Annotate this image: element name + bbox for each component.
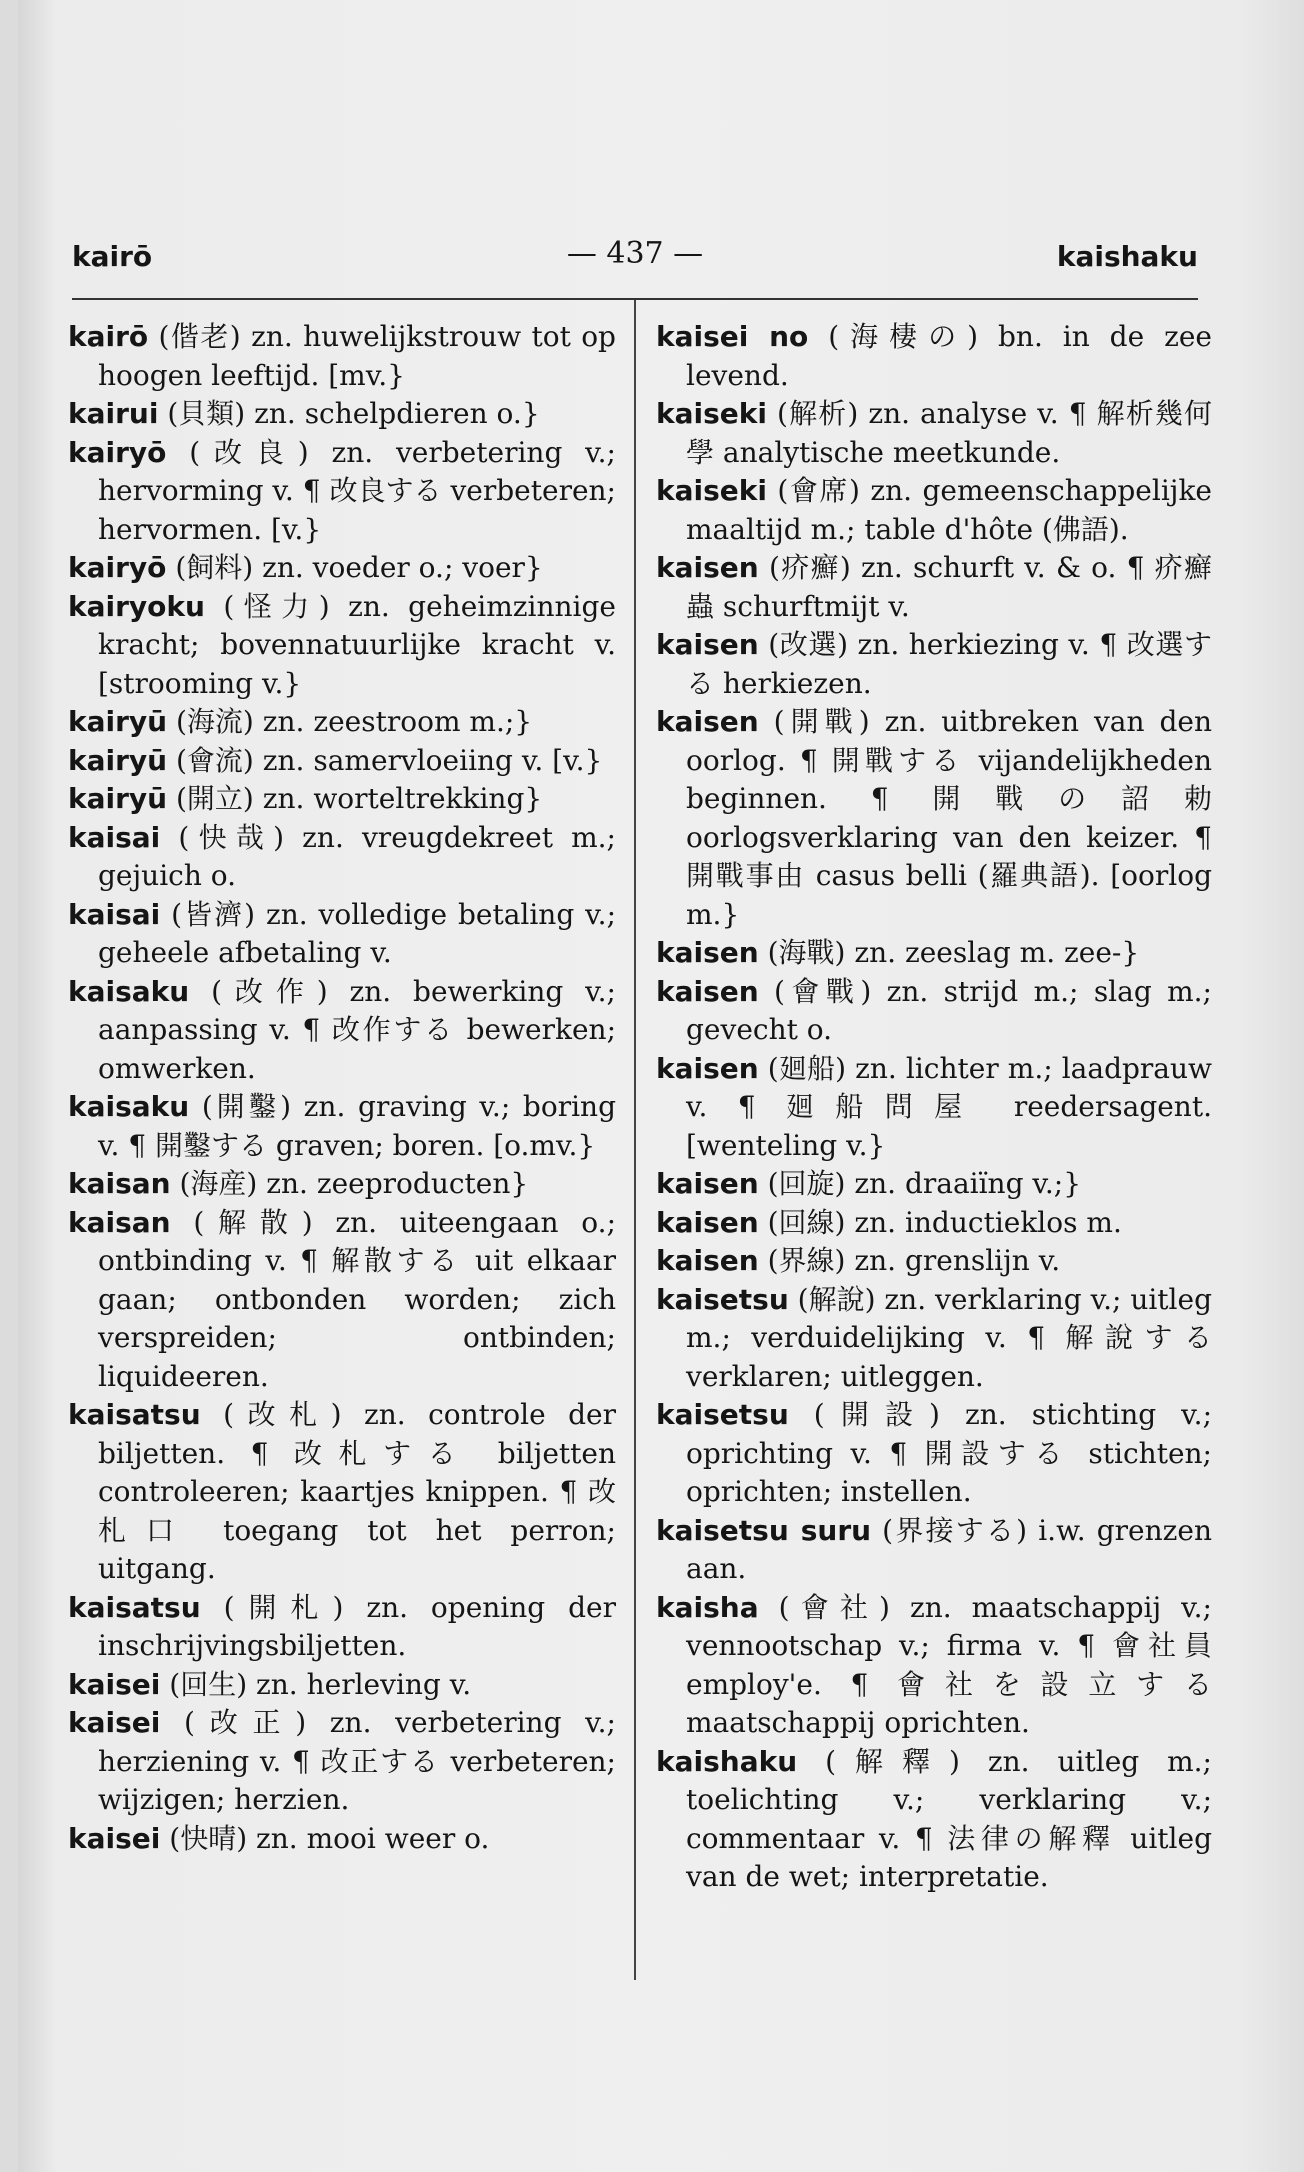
left-column — [68, 318, 616, 1858]
entry-definition: (快哉) zn. vreugdekreet m.; gejuich o. — [98, 820, 616, 892]
entry-headword: kaisha — [656, 1590, 759, 1624]
entry-headword: kaisen — [656, 974, 759, 1008]
dictionary-entry — [68, 1589, 616, 1666]
entry-headword: kaisaku — [68, 974, 190, 1008]
entry-headword: kaisetsu — [656, 1398, 789, 1431]
entry-definition: (改作) zn. bewerking v.; aanpassing v. ¶ 改作する bewerken; omwerken. — [98, 974, 616, 1085]
dictionary-entry — [68, 1204, 616, 1397]
entry-definition: (海流) zn. zeestroom m.;} — [167, 705, 533, 738]
entry-definition: (會社) zn. maatschappij v.; vennootschap v.; firma v. ¶ 會社員 employ'e. ¶ 會社を設立する maatschappij oprichten. — [686, 1590, 1212, 1739]
entry-headword: kairyū — [68, 782, 168, 815]
entry-headword: kaisei — [68, 1667, 161, 1701]
entry-definition: (飼料) zn. voeder o.; voer} — [166, 551, 543, 584]
entry-definition: (回線) zn. inductieklos m. — [758, 1205, 1122, 1239]
dictionary-entry — [656, 703, 1212, 934]
dictionary-entry — [656, 318, 1212, 395]
dictionary-entry — [656, 1281, 1212, 1397]
dictionary-entry — [656, 1204, 1212, 1243]
entry-definition: (偕老) zn. huwelijkstrouw tot op hoogen leeftijd. [mv.} — [98, 320, 616, 392]
entry-headword: kaisatsu — [68, 1590, 201, 1624]
entry-headword: kaisen — [656, 1051, 759, 1085]
entry-headword: kaisetsu — [656, 1282, 789, 1316]
running-head-right: kaishaku — [1056, 240, 1198, 273]
dictionary-entry — [68, 434, 616, 550]
dictionary-entry — [68, 1088, 616, 1165]
dictionary-entry — [656, 1589, 1212, 1743]
entry-definition: (怪力) zn. geheimzinnige kracht; bovennatuurlijke kracht v. [strooming v.} — [98, 589, 616, 700]
column-divider — [634, 300, 636, 1980]
dictionary-entry — [68, 1666, 616, 1705]
entry-headword: kaisen — [656, 1205, 759, 1239]
entry-definition: (海戰) zn. zeeslag m. zee-} — [758, 936, 1140, 969]
dictionary-entry — [68, 395, 616, 434]
entry-headword: kaisaku — [68, 1090, 190, 1123]
entry-definition: (開鑿) zn. graving v.; boring v. ¶ 開鑿する graven; boren. [o.mv.} — [98, 1090, 616, 1162]
entry-headword: kaisei — [68, 1706, 161, 1739]
entry-headword: kairyoku — [68, 589, 205, 623]
entry-definition: (廻船) zn. lichter m.; laadprauw v. ¶ 廻船問屋 reedersagent. [wenteling v.} — [686, 1051, 1212, 1162]
entry-headword: kairyō — [68, 551, 167, 584]
dictionary-entry — [656, 549, 1212, 626]
entry-definition: (改良) zn. verbetering v.; hervorming v. ¶ 改良する verbeteren; hervormen. [v.} — [98, 435, 616, 546]
entry-headword: kaisen — [656, 705, 759, 738]
entry-headword: kaisai — [68, 897, 161, 931]
entry-definition: (海産) zn. zeeproducten} — [170, 1167, 529, 1200]
entry-definition: (開設) zn. stichting v.; oprichting v. ¶ 開設する stichten; oprichten; instellen. — [686, 1398, 1212, 1508]
entry-definition: (改正) zn. verbetering v.; herziening v. ¶ 改正する verbeteren; wijzigen; herzien. — [98, 1706, 616, 1816]
entry-definition: (解釋) zn. uitleg m.; toelichting v.; verklaring v.; commentaar v. ¶ 法律の解釋 uitleg van de wet; interpretatie. — [686, 1744, 1212, 1893]
entry-definition: (改札) zn. controle der biljetten. ¶ 改札する biljetten controleeren; kaartjes knippen. ¶ 改札口 toegang tot het perron; uitgang. — [98, 1398, 616, 1585]
dictionary-entry — [68, 703, 616, 742]
dictionary-entry — [68, 1165, 616, 1204]
dictionary-entry — [68, 588, 616, 704]
entry-headword: kaisen — [656, 936, 759, 969]
dictionary-entry — [656, 1512, 1212, 1589]
dictionary-entry — [656, 395, 1212, 472]
entry-headword: kaisen — [656, 628, 759, 661]
entry-definition: (開戰) zn. uitbreken van den oorlog. ¶ 開戰する vijandelijkheden beginnen. ¶ 開戰の詔勅 oorlogsverklaring van den keizer. ¶ 開戰事由 casus belli (羅典語). [oorlog m.} — [686, 705, 1212, 931]
dictionary-entry — [68, 896, 616, 973]
entry-definition: (界線) zn. grenslijn v. — [758, 1244, 1061, 1277]
running-head-left: kairō — [72, 240, 153, 273]
entry-definition: (快晴) zn. mooi weer o. — [160, 1821, 490, 1855]
entry-headword: kaisen — [656, 1167, 759, 1200]
dictionary-entry — [656, 472, 1212, 549]
right-column — [656, 318, 1212, 1897]
entry-definition: (皆濟) zn. volledige betaling v.; geheele afbetaling v. — [98, 897, 616, 969]
dictionary-entry — [656, 1743, 1212, 1897]
dictionary-entry — [68, 1820, 616, 1859]
entry-definition: (會席) zn. gemeenschappelijke maaltijd m.; table d'hôte (佛語). — [686, 474, 1212, 546]
entry-definition: (改選) zn. herkiezing v. ¶ 改選する herkiezen. — [686, 628, 1212, 700]
entry-headword: kaisatsu — [68, 1398, 201, 1431]
entry-headword: kaisetsu suru — [656, 1513, 872, 1547]
entry-definition: (回生) zn. herleving v. — [160, 1667, 472, 1701]
dictionary-entry — [656, 1242, 1212, 1281]
entry-definition: (會戰) zn. strijd m.; slag m.; gevecht o. — [686, 974, 1212, 1046]
entry-headword: kairō — [68, 320, 149, 353]
dictionary-entry — [656, 973, 1212, 1050]
entry-definition: (海棲の) bn. in de zee levend. — [686, 320, 1212, 392]
entry-definition: (界接する) i.w. grenzen aan. — [686, 1513, 1213, 1585]
dictionary-entry — [656, 626, 1212, 703]
entry-definition: (開立) zn. worteltrekking} — [167, 782, 543, 815]
entry-headword: kaisai — [68, 820, 161, 854]
entry-definition: (會流) zn. samervloeiing v. [v.} — [167, 743, 603, 777]
entry-headword: kairui — [68, 397, 159, 430]
entry-headword: kaisen — [656, 1244, 759, 1277]
entry-headword: kaisei no — [656, 320, 809, 353]
page-number: — 437 — — [566, 236, 704, 271]
dictionary-entry — [656, 1396, 1212, 1512]
entry-headword: kairyū — [68, 705, 168, 738]
dictionary-entry — [656, 934, 1212, 973]
dictionary-entry — [68, 549, 616, 588]
entry-headword: kaishaku — [656, 1744, 798, 1778]
entry-headword: kaisen — [656, 551, 759, 584]
entry-headword: kairyū — [68, 743, 168, 777]
entry-definition: (開札) zn. opening der inschrijvingsbiljetten. — [98, 1590, 616, 1662]
entry-definition: (回旋) zn. draaiïng v.;} — [758, 1167, 1082, 1200]
page-header — [72, 232, 1198, 280]
dictionary-entry — [656, 1165, 1212, 1204]
entry-definition: (解散) zn. uiteengaan o.; ontbinding v. ¶ 解散する uit elkaar gaan; ontbonden worden; zich verspreiden; ontbinden; liquideeren. — [98, 1205, 616, 1393]
entry-definition: (解說) zn. verklaring v.; uitleg m.; verduidelijking v. ¶ 解說する verklaren; uitleggen. — [686, 1282, 1213, 1393]
entry-definition: (解析) zn. analyse v. ¶ 解析幾何學 analytische meetkunde. — [686, 397, 1212, 469]
dictionary-entry — [68, 973, 616, 1089]
dictionary-entry — [68, 780, 616, 819]
dictionary-entry — [68, 742, 616, 781]
entry-headword: kaisan — [68, 1167, 171, 1200]
dictionary-entry — [68, 1396, 616, 1589]
entry-headword: kaisei — [68, 1821, 161, 1855]
entry-definition: (貝類) zn. schelpdieren o.} — [158, 397, 540, 430]
entry-headword: kaiseki — [656, 397, 767, 430]
entry-headword: kaiseki — [656, 474, 767, 507]
dictionary-entry — [68, 318, 616, 395]
entry-headword: kairyō — [68, 435, 167, 469]
entry-headword: kaisan — [68, 1205, 171, 1239]
dictionary-entry — [68, 1704, 616, 1820]
dictionary-entry — [656, 1050, 1212, 1166]
entry-definition: (疥癬) zn. schurft v. & o. ¶ 疥癬蟲 schurftmijt v. — [686, 551, 1212, 623]
dictionary-entry — [68, 819, 616, 896]
